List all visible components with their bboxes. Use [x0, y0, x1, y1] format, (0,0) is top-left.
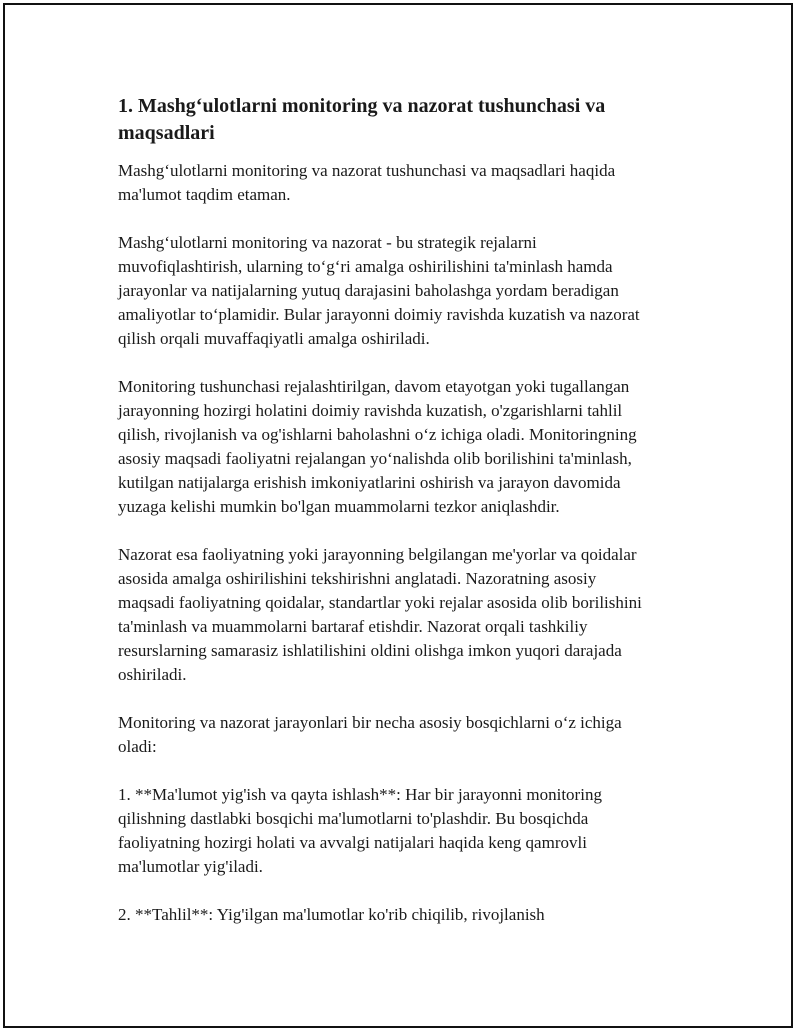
list-item-analysis: 2. **Tahlil**: Yig'ilgan ma'lumotlar ko'rib chiqilib, rivojlanish	[118, 905, 545, 924]
paragraph-monitoring: Monitoring tushunchasi rejalashtirilgan, davom etayotgan yoki tugallangan jarayonning hozirgi holatini doimiy ravishda kuzatish, o'zgarishlarni tahlil qilish, rivojlanish va og'ishlarni baholashni o‘z ichiga oladi. Monitoringning asosiy maqsadi faoliyatni rejalangan yo‘nalishda olib borilishini ta'minlash, kutilgan natijalarga erishish imkoniyatlarini oshirish va jarayon davomida yuzaga kelishi mumkin bo'lgan muammolarni tezkor aniqlashdir.	[118, 377, 637, 516]
paragraph-definition: Mashg‘ulotlarni monitoring va nazorat - bu strategik rejalarni muvofiqlashtirish, ularning to‘g‘ri amalga oshirilishini ta'minlash hamda jarayonlar va natijalarning yutuq darajasini baholashga yordam beradigan amaliyotlar to‘plamidir. Bular jarayonni doimiy ravishda kuzatish va nazorat qilish orqali muvaffaqiyatli amalga oshiriladi.	[118, 233, 640, 348]
list-item-data-collection: 1. **Ma'lumot yig'ish va qayta ishlash**: Har bir jarayonni monitoring qilishning dastlabki bosqichi ma'lumotlarni to'plashdir. Bu bosqichda faoliyatning hozirgi holati va avvalgi natijalari haqida keng qamrovli ma'lumotlar yig'iladi.	[118, 785, 602, 876]
paragraph-intro: Mashg‘ulotlarni monitoring va nazorat tushunchasi va maqsadlari haqida ma'lumot taqdim etaman.	[118, 161, 616, 204]
document-body	[118, 93, 688, 951]
paragraph-control: Nazorat esa faoliyatning yoki jarayonning belgilangan me'yorlar va qoidalar asosida amalga oshirilishini tekshirishni anglatadi. Nazoratning asosiy maqsadi faoliyatning qoidalar, standartlar yoki rejalar asosida olib borilishini ta'minlash va muammolarni bartaraf etishdir. Nazorat orqali tashkiliy resurslarning samarasiz ishlatilishini oldini olishga imkon yuqori darajada oshiriladi.	[118, 545, 642, 684]
section-heading: 1. Mashg‘ulotlarni monitoring va nazorat tushunchasi va maqsadlari	[118, 95, 606, 144]
paragraph-stages-intro: Monitoring va nazorat jarayonlari bir necha asosiy bosqichlarni o‘z ichiga oladi:	[118, 713, 622, 756]
